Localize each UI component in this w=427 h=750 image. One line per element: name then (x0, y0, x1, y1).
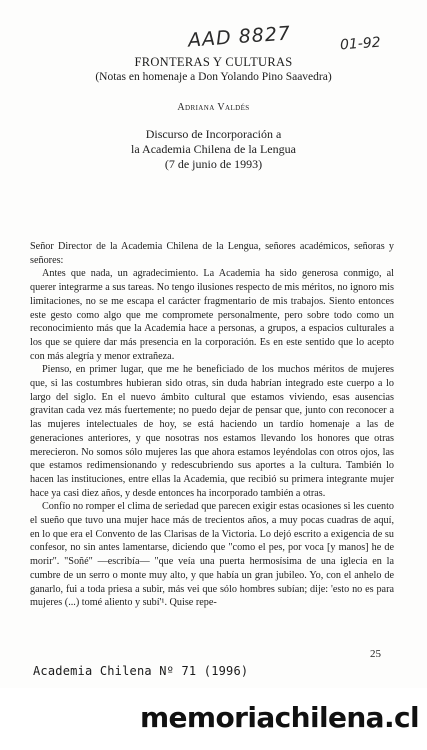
body-text (30, 240, 394, 610)
salutation: Señor Director de la Academia Chilena de la Lengua, señores académicos, señoras y señores: (30, 241, 394, 266)
catalog-code-annotation: 01-92 (339, 34, 382, 54)
accession-annotation: AAD 8827 (187, 22, 292, 52)
discurso-line-2: la Academia Chilena de la Lengua (131, 142, 296, 156)
page-number: 25 (370, 648, 381, 660)
footer-note: Academia Chilena Nº 71 (1996) (33, 664, 249, 678)
paragraph-3: Confío no romper el clima de seriedad que parecen exigir estas ocasiones si les cuento el sueño que tuvo una mujer hace más de trecientos años, a muy pocas cuadras de aquí, en lo que era el Convento de las Clarisas de la Victoria. Lo dejó escrito a exigencia de su confesor, no sin antes lamentarse, diciendo que "como el pes, por voca [y manos] he de morir". "Soñé" —escribía— "que veía una puerta hermosísima de una iglecia en la cumbre de un serro o monte muy alto, y que había un gran jubileo. Yo, con el anhelo de ganarlo, fui a toda priesa a subir, más vei que sólo hombres subían; dije: 'esto no es para mujeres (...) tomé aliento y subí'¹. Quise repe- (30, 501, 394, 609)
discurso-line-1: Discurso de Incorporación a (145, 127, 282, 141)
discurso-heading (0, 127, 427, 172)
paragraph-1: Antes que nada, un agradecimiento. La Academia ha sido generosa conmigo, al querer integrarme a sus tareas. No tengo ilusiones respecto de mis méritos, no ignoro mis limitaciones, no se me escapa el carácter fragmentario de mis trabajos. Siento entonces este gesto como algo que me compromete personalmente, pero sobre todo como un reconocimiento más que la Academia hace a personas, a grupos, a espacios culturales a los que se quiere dar más presencia en la corporación. Es en este sentido que lo acepto con más alegría y menor extrañeza. (30, 268, 394, 362)
author-name: Adriana Valdés (177, 102, 250, 113)
article-title: FRONTERAS Y CULTURAS (134, 55, 293, 69)
discurso-line-3: (7 de junio de 1993) (164, 157, 263, 171)
brand-logo: memoriachilena.cl (139, 701, 419, 734)
paragraph-2: Pienso, en primer lugar, que me he beneficiado de los muchos méritos de mujeres que, si las costumbres hubieran sido otras, sin duda habrían integrado este cuerpo a lo largo del siglo. En el nuevo ámbito cultural que estamos viviendo, esas ausencias gravitan cada vez más fuertemente; no puedo dejar de pensar que, junto con reconocer a las mujeres intelectuales de hoy, se está haciendo un tardío homenaje a las de generaciones anteriores, y que nosotras nos estamos llevando los honores que otras merecieron. No somos sólo mujeres las que ahora estamos leyéndolas con otros ojos, las que estamos redimensionando y redescubriendo sus aportes a la cultura. También lo hacen las instituciones, entre ellas la Academia, que recibió su primera integrante mujer hace ya casi diez años, y desde entonces ha incorporado también a otras. (30, 364, 394, 499)
article-subtitle: (Notas en homenaje a Don Yolando Pino Saavedra) (95, 71, 332, 83)
